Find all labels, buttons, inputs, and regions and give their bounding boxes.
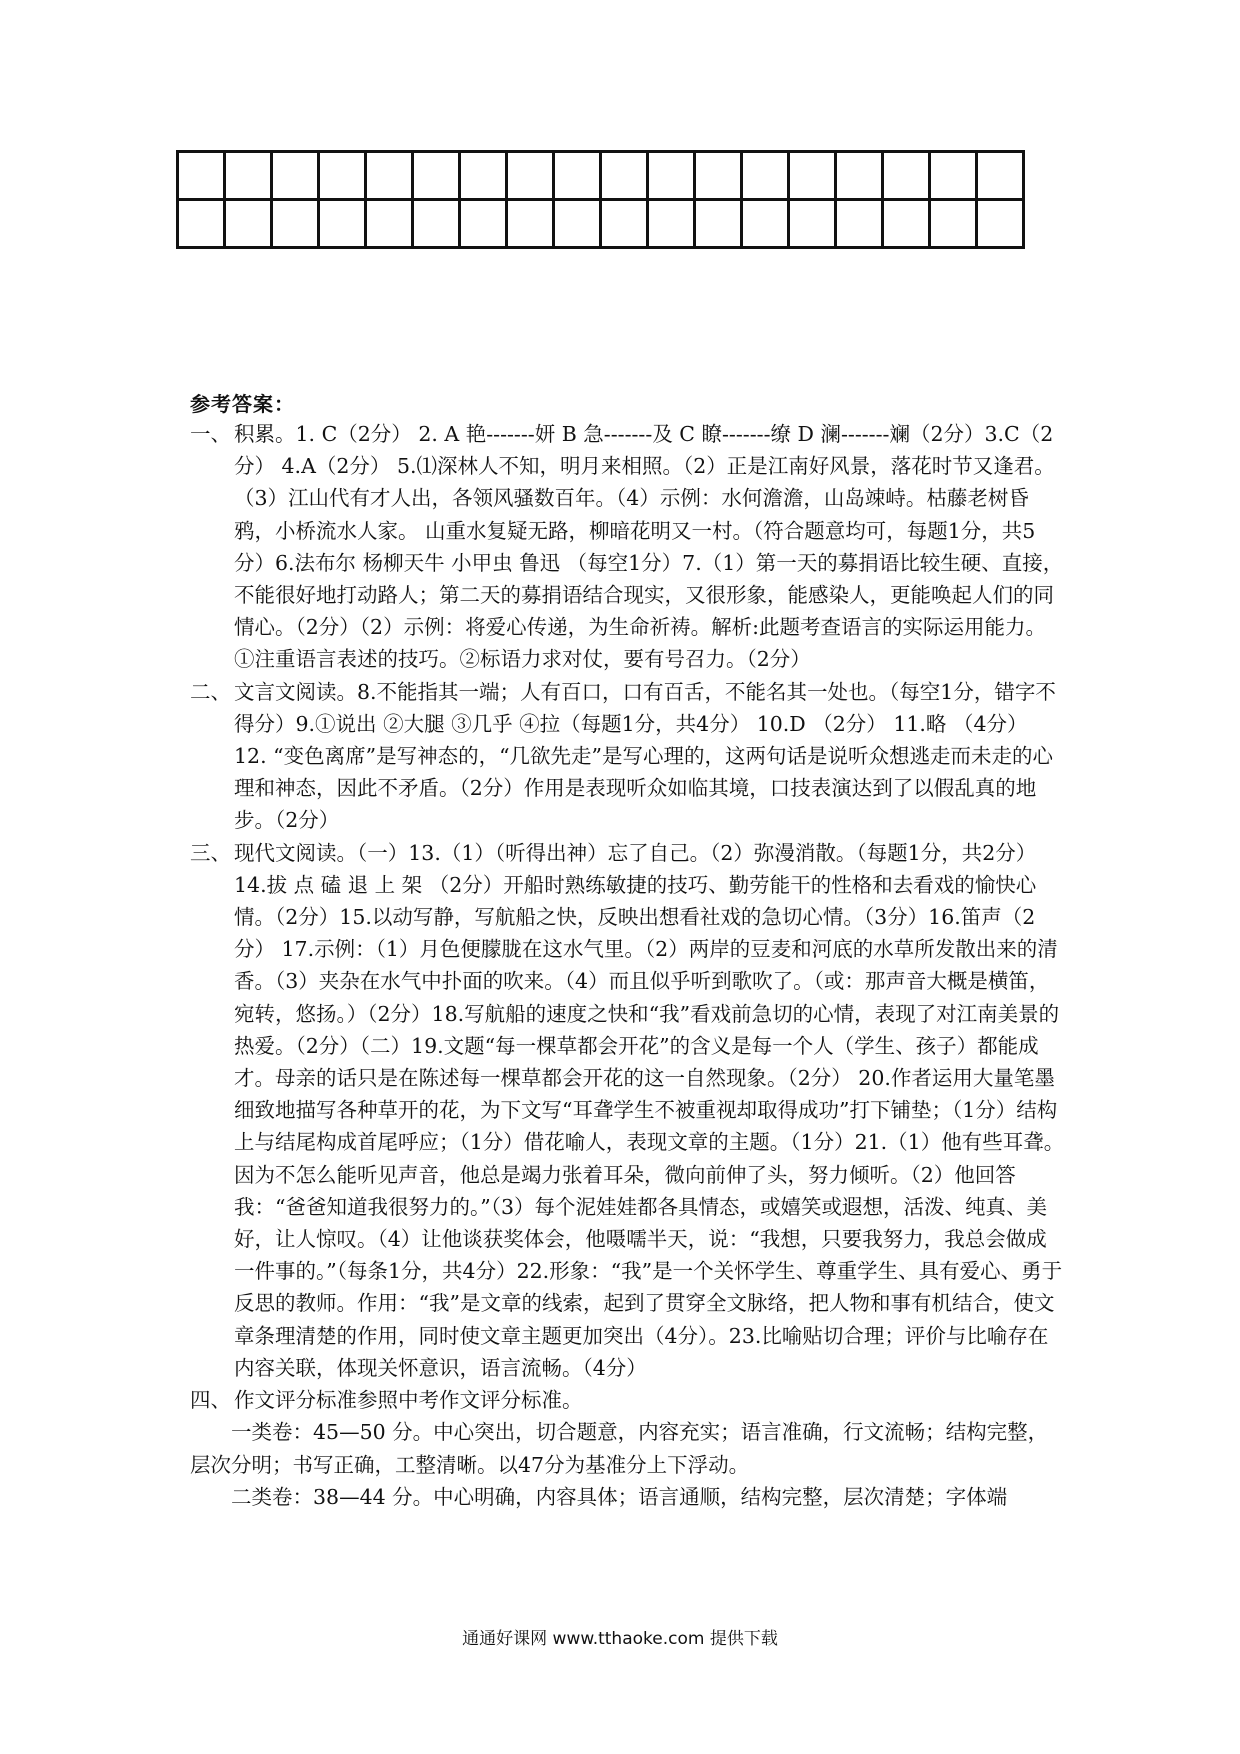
section-classical-reading — [190, 676, 1065, 837]
section-modern-reading — [190, 837, 1065, 1384]
grid-cell — [836, 200, 883, 248]
page-footer: 通通好课网 www.tthaoke.com 提供下载 — [462, 1629, 778, 1649]
grid-cell — [366, 152, 413, 200]
section-text: 现代文阅读。（一）13.（1）（听得出神）忘了自己。（2）弥漫消散。（每题1分，共2分）14.拔 点 磕 退 上 架 （2分）开船时熟练敏捷的技巧、勤劳能干的性格和去看戏的愉快心情。（2分）15.以动写静，写航船之快，反映出想看社戏的急切心情。（3分）16.笛声（2分） 17.示例：（1）月色便朦胧在这水气里。（2）两岸的豆麦和河底的水草所发散出来的清香。（3）夹杂在水气中扑面的吹来。（4）而且似乎听到歌吹了。（或：那声音大概是横笛，宛转，悠扬。）（2分）18.写航船的速度之快和“我”看戏前急切的心情，表现了对江南美景的热爱。（2分）（二）19.文题“每一棵草都会开花”的含义是每一个人（学生、孩子）都能成才。母亲的话只是在陈述每一棵草都会开花的这一自然现象。（2分） 20.作者运用大量笔墨细致地描写各种草开的花，为下文写“耳聋学生不被重视却取得成功”打下铺垫；（1分）结构上与结尾构成首尾呼应；（1分）借花喻人，表现文章的主题。（1分）21.（1）他有些耳聋。因为不怎么能听见声音，他总是竭力张着耳朵，微向前伸了头，努力倾听。（2）他回答我：“爸爸知道我很努力的。”（3）每个泥娃娃都各具情态，或嬉笑或遐想，活泼、纯真、美好，让人惊叹。（4）让他谈获奖体会，他嗫嚅半天，说：“我想，只要我努力，我总会做成一件事的。”（每条1分，共4分）22.形象：“我”是一个关怀学生、尊重学生、具有爱心、勇于反思的教师。作用：“我”是文章的线索，起到了贯穿全文脉络，把人物和事有机结合，使文章条理清楚的作用，同时使文章主题更加突出（4分）。23.比喻贴切合理；评价与比喻存在内容关联，体现关怀意识，语言流畅。（4分） — [234, 840, 1065, 1380]
grid-cell — [319, 200, 366, 248]
section-label: 三、 — [190, 840, 231, 865]
grid-cell — [507, 200, 554, 248]
grid-cell — [742, 200, 789, 248]
grid-cell — [836, 152, 883, 200]
grid-row — [178, 152, 1024, 200]
grid-cell — [601, 152, 648, 200]
grid-cell — [507, 152, 554, 200]
grid-cell — [554, 152, 601, 200]
grid-cell — [883, 200, 930, 248]
grid-cell — [225, 200, 272, 248]
section-label: 一、 — [190, 422, 231, 446]
grid-cell — [460, 200, 507, 248]
grid-cell — [554, 200, 601, 248]
grid-cell — [413, 152, 460, 200]
grid-cell — [601, 200, 648, 248]
grading-paragraph-2: 二类卷：38—44 分。中心明确，内容具体；语言通顺，结构完整，层次清楚；字体端 — [231, 1484, 1008, 1509]
grid-cell — [648, 152, 695, 200]
section-text: 积累。1. C（2分） 2. A 艳-------妍 B 急-------及 C 瞭-------缭 D 澜-------斓（2分）3.C（2分） 4.A（2分） 5.⑴深林人不知，明月来相照。（2）正是江南好风景，落花时节又逢君。（3）江山代有才人出，各领风骚数百年。（4）示例：水何澹澹，山岛竦峙。枯藤老树昏鸦，小桥流水人家。 山重水复疑无路，柳暗花明又一村。（符合题意均可，每题1分，共5分）6.法布尔 杨柳天牛 小甲虫 鲁迅 （每空1分）7.（1）第一天的募捐语比较生硬、直接，不能很好地打动路人；第二天的募捐语结合现实，又很形象，能感染人，更能唤起人们的同情心。（2分）（2）示例：将爱心传递，为生命祈祷。解析:此题考查语言的实际运用能力。①注重语言表述的技巧。②标语力求对仗，要有号召力。（2分） — [234, 422, 1064, 672]
grid-cell — [460, 152, 507, 200]
grid-cell — [178, 200, 225, 248]
grid-cell — [742, 152, 789, 200]
section-text: 文言文阅读。8.不能指其一端；人有百口，口有百舌，不能名其一处也。（每空1分，错字不得分）9.①说出 ②大腿 ③几乎 ④拉（每题1分，共4分） 10.D （2分） 11.略 （4分） 12. “变色离席”是写神态的，“几欲先走”是写心理的，这两句话是说听众想逃走而未走的心理和神态，因此不矛盾。（2分）作用是表现听众如临其境，口技表演达到了以假乱真的地步。（2分） — [234, 679, 1056, 833]
grid-cell — [319, 152, 366, 200]
grid-cell — [178, 152, 225, 200]
grading-paragraph-1: 一类卷：45—50 分。中心突出，切合题意，内容充实；语言准确，行文流畅；结构完整，层次分明；书写正确，工整清晰。以47分为基准分上下浮动。 — [190, 1420, 1049, 1477]
grid-cell — [977, 200, 1024, 248]
grid-cell — [413, 200, 460, 248]
grid-cell — [695, 152, 742, 200]
answer-content — [190, 418, 1065, 1513]
section-text: 作文评分标准参照中考作文评分标准。 — [234, 1388, 583, 1413]
grid-cell — [648, 200, 695, 248]
section-accumulation — [190, 418, 1065, 676]
section-label: 四、 — [190, 1388, 231, 1413]
answer-grid — [176, 150, 1025, 249]
answer-heading: 参考答案： — [190, 392, 295, 416]
grid-cell — [789, 152, 836, 200]
grid-cell — [272, 152, 319, 200]
grid-row — [178, 200, 1024, 248]
section-composition — [190, 1384, 1065, 1416]
section-label: 二、 — [190, 679, 231, 704]
grid-cell — [883, 152, 930, 200]
grid-cell — [789, 200, 836, 248]
grid-cell — [930, 152, 977, 200]
grid-cell — [695, 200, 742, 248]
grid-cell — [272, 200, 319, 248]
grid-cell — [225, 152, 272, 200]
grid-cell — [366, 200, 413, 248]
grid-cell — [930, 200, 977, 248]
grid-cell — [977, 152, 1024, 200]
